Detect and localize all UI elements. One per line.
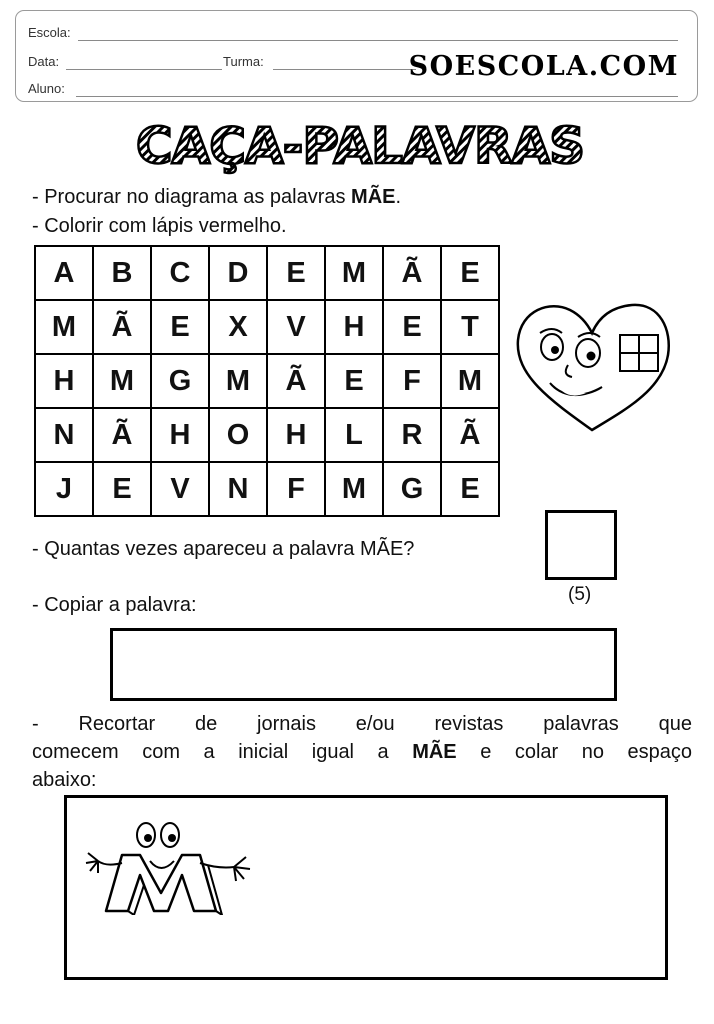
grid-cell[interactable]: M bbox=[36, 301, 94, 355]
grid-cell[interactable]: A bbox=[36, 247, 94, 301]
grid-cell[interactable]: Ã bbox=[442, 409, 500, 463]
grid-cell[interactable]: E bbox=[384, 301, 442, 355]
grid-cell[interactable]: Ã bbox=[268, 355, 326, 409]
grid-cell[interactable]: O bbox=[210, 409, 268, 463]
student-line[interactable] bbox=[76, 96, 678, 97]
instruction-2: - Colorir com lápis vermelho. bbox=[32, 215, 287, 237]
date-line[interactable] bbox=[66, 69, 222, 70]
cutout-line-1: - Recortar de jornais e/ou revistas palavras que bbox=[32, 713, 692, 735]
grid-cell[interactable]: C bbox=[152, 247, 210, 301]
class-line[interactable] bbox=[273, 69, 416, 70]
grid-cell[interactable]: X bbox=[210, 301, 268, 355]
grid-cell[interactable]: B bbox=[94, 247, 152, 301]
grid-cell[interactable]: H bbox=[326, 301, 384, 355]
grid-cell[interactable]: J bbox=[36, 463, 94, 517]
answer-note: (5) bbox=[568, 584, 592, 605]
grid-cell[interactable]: E bbox=[442, 247, 500, 301]
grid-cell[interactable]: M bbox=[94, 355, 152, 409]
instruction-1-suffix: . bbox=[395, 186, 402, 208]
heart-character-icon bbox=[510, 295, 675, 435]
grid-cell[interactable]: G bbox=[152, 355, 210, 409]
instruction-1-text: - Procurar no diagrama as palavras bbox=[32, 186, 352, 208]
grid-cell[interactable]: M bbox=[326, 463, 384, 517]
grid-cell[interactable]: E bbox=[268, 247, 326, 301]
title-text: CAÇA-PALAVRAS bbox=[135, 117, 585, 175]
grid-cell[interactable]: F bbox=[268, 463, 326, 517]
copy-instruction: - Copiar a palavra: bbox=[32, 594, 197, 616]
cutout-line-2 bbox=[32, 738, 692, 766]
instruction-1 bbox=[32, 186, 401, 209]
grid-cell[interactable]: G bbox=[384, 463, 442, 517]
school-line[interactable] bbox=[78, 40, 678, 41]
cutout-line-2-word: MÃE bbox=[412, 741, 457, 763]
grid-cell[interactable]: V bbox=[268, 301, 326, 355]
cutout-instruction bbox=[32, 710, 692, 794]
grid-cell[interactable]: L bbox=[326, 409, 384, 463]
grid-cell[interactable]: E bbox=[94, 463, 152, 517]
student-label: Aluno: bbox=[28, 81, 65, 96]
grid-cell[interactable]: Ã bbox=[94, 301, 152, 355]
question-text: - Quantas vezes apareceu a palavra MÃE? bbox=[32, 538, 415, 560]
grid-cell[interactable]: H bbox=[152, 409, 210, 463]
grid-cell[interactable]: D bbox=[210, 247, 268, 301]
cutout-line-3: abaixo: bbox=[32, 769, 97, 791]
grid-cell[interactable]: M bbox=[210, 355, 268, 409]
grid-cell[interactable]: H bbox=[36, 355, 94, 409]
grid-cell[interactable]: R bbox=[384, 409, 442, 463]
grid-cell[interactable]: Ã bbox=[94, 409, 152, 463]
brand-logo: SOESCOLA.COM bbox=[408, 51, 679, 82]
title-logo bbox=[120, 117, 600, 175]
answer-box[interactable] bbox=[545, 510, 617, 580]
grid-cell[interactable]: E bbox=[442, 463, 500, 517]
grid-cell[interactable]: M bbox=[442, 355, 500, 409]
copy-box[interactable] bbox=[110, 628, 617, 701]
grid-cell[interactable]: M bbox=[326, 247, 384, 301]
instruction-1-word: MÃE bbox=[351, 186, 396, 208]
grid-cell[interactable]: H bbox=[268, 409, 326, 463]
grid-cell[interactable]: E bbox=[152, 301, 210, 355]
school-label: Escola: bbox=[28, 25, 71, 40]
letter-m-character-icon bbox=[84, 815, 256, 915]
cutout-line-2-text: comecem com a inicial igual a bbox=[32, 741, 413, 763]
grid-cell[interactable]: N bbox=[36, 409, 94, 463]
grid-cell[interactable]: T bbox=[442, 301, 500, 355]
grid-cell[interactable]: E bbox=[326, 355, 384, 409]
date-label: Data: bbox=[28, 54, 60, 69]
class-label: Turma: bbox=[223, 54, 264, 69]
header-box bbox=[15, 10, 698, 102]
grid-cell[interactable]: F bbox=[384, 355, 442, 409]
grid-cell[interactable]: Ã bbox=[384, 247, 442, 301]
cutout-line-2-suffix: e colar no espaço bbox=[456, 741, 692, 763]
grid-cell[interactable]: N bbox=[210, 463, 268, 517]
grid-cell[interactable]: V bbox=[152, 463, 210, 517]
word-search-grid bbox=[34, 245, 500, 517]
